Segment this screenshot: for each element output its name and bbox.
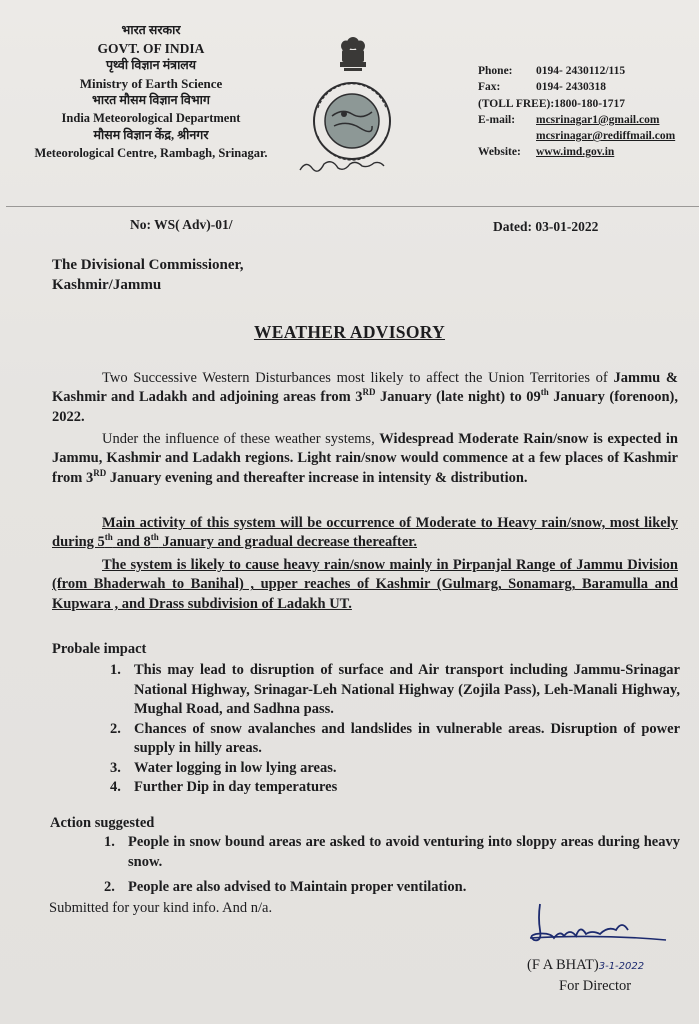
handwritten-date: 3-1-2022	[598, 961, 645, 972]
reference-number: No: WS( Adv)-01/	[130, 217, 233, 232]
header-hindi-dept: भारत मौसम विज्ञान विभाग	[92, 93, 210, 107]
impact-list	[110, 661, 680, 798]
website-link[interactable]: www.imd.gov.in	[536, 146, 615, 159]
email-link-1[interactable]: mcsrinagar1@gmail.com	[536, 113, 660, 126]
contact-fax: Fax: 0194- 2430318	[478, 81, 606, 94]
closing-line: Submitted for your kind info. And n/a.	[49, 900, 273, 916]
paragraph-1: Two Successive Western Disturbances most likely to affect the Union Territories of Jammu & Kashmir and Ladakh and adjoining areas from 3RD January (late night) to 09th January (forenoon), 2022.	[52, 370, 678, 425]
date-line: Dated: 03-01-2022	[493, 219, 599, 234]
header-divider	[6, 206, 699, 207]
contact-block	[478, 63, 675, 161]
imd-seal-icon	[292, 78, 410, 178]
addressee	[52, 255, 244, 295]
contact-website: Website: www.imd.gov.in	[478, 146, 615, 159]
contact-tollfree: (TOLL FREE):1800-180-1717	[478, 97, 626, 110]
header-govt: GOVT. OF INDIA	[97, 40, 205, 56]
paragraph-2: Under the influence of these weather systems, Widespread Moderate Rain/snow is expected in Jammu, Kashmir and Ladakh regions. Light rain/snow would commence at a few places of Kashmir from 3RD January evening and thereafter increase in intensity & distribution.	[52, 431, 678, 486]
contact-email-2	[478, 128, 675, 144]
action-item-2: 2. People are also advised to Maintain proper ventilation.	[104, 879, 467, 895]
action-item-1: 1. People in snow bound areas are asked to avoid venturing into sloppy areas during heavy snow.	[104, 834, 680, 870]
addressee-line-2: Kashmir/Jammu	[52, 277, 162, 293]
signatory-name: (F A BHAT)3-1-2022	[527, 957, 645, 973]
header-ministry: Ministry of Earth Science	[79, 75, 223, 91]
signature	[520, 900, 670, 958]
contact-email: E-mail: mcsrinagar1@gmail.com	[478, 113, 660, 126]
addressee-line-1: The Divisional Commissioner,	[52, 257, 244, 273]
impact-item-4: 4. Further Dip in day temperatures	[110, 779, 338, 795]
impact-item-3: 3. Water logging in low lying areas.	[110, 759, 337, 776]
header-dept: India Meteorological Department	[61, 110, 241, 125]
action-heading: Action suggested	[50, 815, 155, 831]
header-hindi-centre: मौसम विज्ञान केंद्र, श्रीनगर	[93, 128, 209, 142]
national-emblem-icon	[335, 34, 371, 74]
document-title: WEATHER ADVISORY	[253, 322, 446, 342]
header-hindi-ministry: पृथ्वी विज्ञान मंत्रालय	[105, 58, 197, 72]
signatory-designation: For Director	[559, 978, 632, 994]
header-hindi-govt: भारत सरकार	[121, 23, 181, 37]
action-list	[104, 833, 680, 898]
email-link-2[interactable]: mcsrinagar@rediffmail.com	[536, 130, 676, 143]
paragraph-4: The system is likely to cause heavy rain/snow mainly in Pirpanjal Range of Jammu Division (from Bhaderwah to Banihal) , upper reaches of Kashmir (Gulmarg, Sonamarg, Baramulla and Kupwara , and Drass subdivision of Ladakh UT.	[52, 557, 678, 612]
impact-heading: Probale impact	[52, 641, 147, 657]
impact-item-1: 1. This may lead to disruption of surface and Air transport including Jammu-Srinagar National Highway, Srinagar-Leh National Highway (Zojila Pass), Leh-Manali Highway, Mughal Road, and Sadhna pass.	[110, 662, 680, 717]
header-centre: Meteorological Centre, Rambagh, Srinagar.	[34, 145, 268, 160]
office-header	[26, 22, 276, 162]
contact-phone: Phone: 0194- 2430112/115	[478, 65, 626, 77]
impact-item-2: 2. Chances of snow avalanches and landslides in vulnerable areas. Disruption of power supply in hilly areas.	[110, 720, 680, 756]
paragraph-3: Main activity of this system will be occurrence of Moderate to Heavy rain/snow, most likely during 5th and 8th January and gradual decrease thereafter.	[52, 515, 678, 551]
